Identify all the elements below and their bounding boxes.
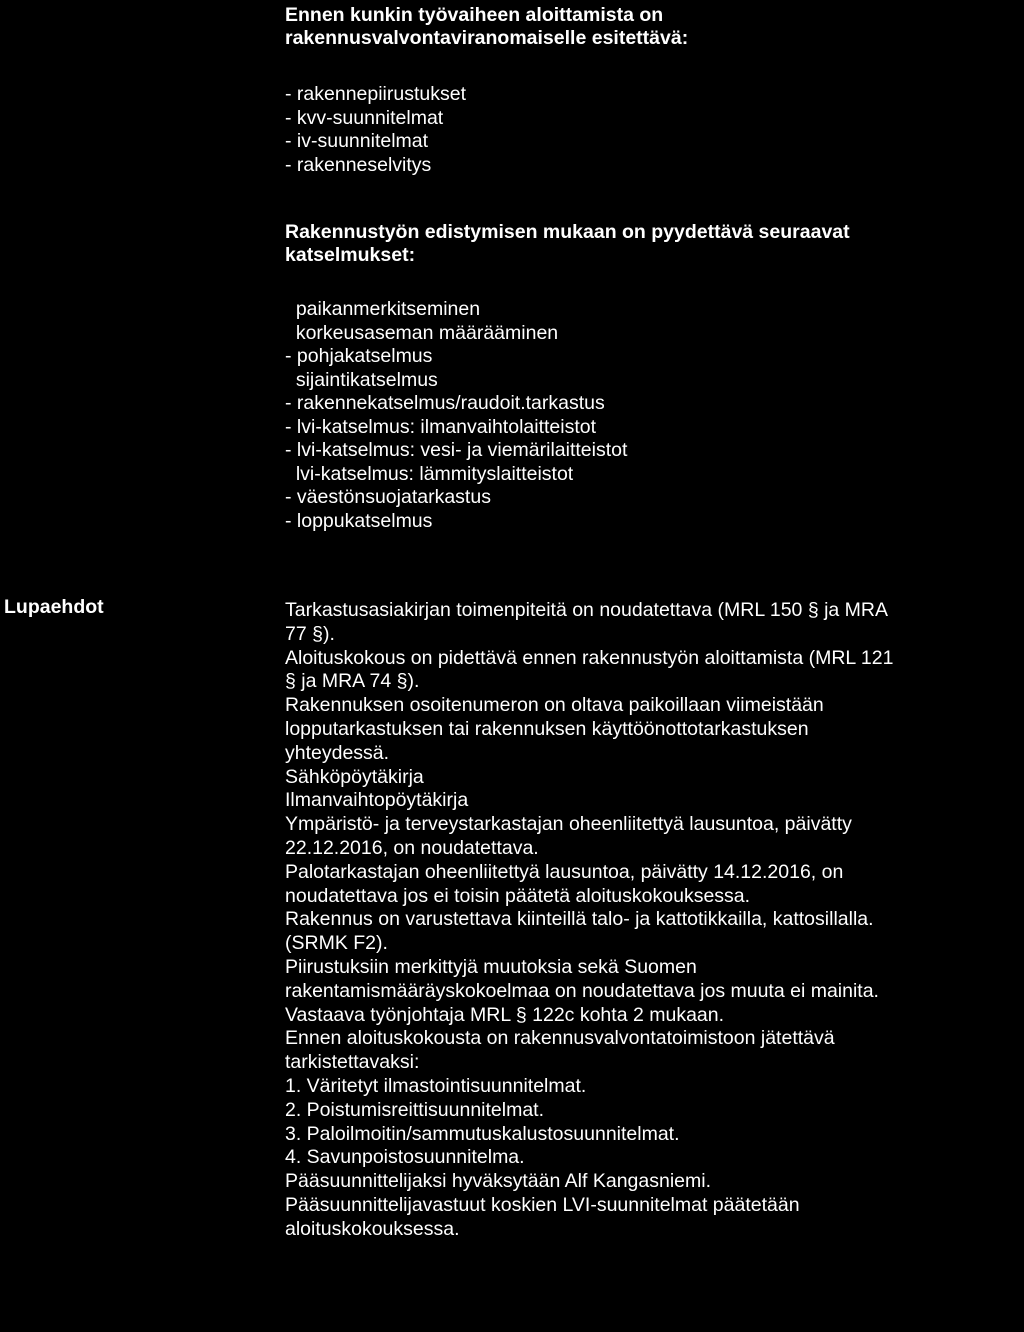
- condition-line: Piirustuksiin merkittyjä muutoksia sekä Suomen: [285, 955, 697, 978]
- condition-line: Rakennus on varustettava kiinteillä talo- ja kattotikkailla, kattosillalla.: [285, 908, 874, 931]
- condition-line: 4. Savunpoistosuunnitelma.: [285, 1146, 525, 1169]
- condition-line: rakentamismääräyskokoelmaa on noudatettava jos muuta ei mainita.: [285, 979, 879, 1002]
- condition-line: § ja MRA 74 §).: [285, 670, 420, 693]
- condition-line: lopputarkastuksen tai rakennuksen käyttöönottotarkastuksen: [285, 717, 809, 740]
- condition-line: 1. Väritetyt ilmastointisuunnitelmat.: [285, 1074, 587, 1097]
- condition-line: Rakennuksen osoitenumeron on oltava paikoillaan viimeistään: [285, 694, 824, 717]
- condition-line: Ympäristö- ja terveystarkastajan oheenliitettyä lausuntoa, päivätty: [285, 813, 852, 836]
- pre-work-list: [285, 83, 1020, 177]
- list-item: - rakennekatselmus/raudoit.tarkastus: [285, 392, 605, 414]
- list-item: - lvi-katselmus: vesi- ja viemärilaitteistot: [285, 439, 628, 461]
- condition-line: Tarkastusasiakirjan toimenpiteitä on noudatettava (MRL 150 § ja MRA: [285, 599, 889, 621]
- condition-line: tarkistettavaksi:: [285, 1051, 420, 1074]
- list-item: - lvi-katselmus: ilmanvaihtolaitteistot: [285, 415, 597, 438]
- pre-work-heading-line: Ennen kunkin työvaiheen aloittamista on: [285, 4, 664, 26]
- condition-line: Sähköpöytäkirja: [285, 765, 424, 788]
- condition-line: aloituskokouksessa.: [285, 1217, 460, 1240]
- list-item: - loppukatselmus: [285, 509, 433, 532]
- condition-line: Pääsuunnittelijaksi hyväksytään Alf Kangasniemi.: [285, 1170, 711, 1193]
- condition-line: yhteydessä.: [285, 741, 390, 764]
- condition-line: Ennen aloituskokousta on rakennusvalvontatoimistoon jätettävä: [285, 1027, 835, 1050]
- list-item: korkeusaseman määrääminen: [285, 321, 559, 344]
- inspections-heading-line: katselmukset:: [285, 244, 416, 266]
- condition-line: Palotarkastajan oheenliitettyä lausuntoa, päivätty 14.12.2016, on: [285, 860, 844, 883]
- permit-conditions-label: Lupaehdot: [4, 596, 104, 618]
- list-item: - iv-suunnitelmat: [285, 130, 429, 152]
- condition-line: (SRMK F2).: [285, 932, 388, 955]
- condition-line: 3. Paloilmoitin/sammutuskalustosuunnitelmat.: [285, 1122, 680, 1145]
- condition-line: 77 §).: [285, 622, 335, 645]
- list-item: - väestönsuojatarkastus: [285, 486, 491, 508]
- list-item: - rakenneselvitys: [285, 153, 432, 176]
- condition-line: noudatettava jos ei toisin päätetä aloituskokouksessa.: [285, 884, 751, 907]
- condition-line: Ilmanvaihtopöytäkirja: [285, 789, 469, 812]
- list-item: - pohjakatselmus: [285, 345, 433, 367]
- permit-conditions-text: [285, 599, 1020, 1242]
- pre-work-section: [285, 4, 1020, 177]
- condition-line: Pääsuunnittelijavastuut koskien LVI-suunnitelmat päätetään: [285, 1193, 800, 1216]
- inspections-heading-line: Rakennustyön edistymisen mukaan on pyydettävä seuraavat: [285, 221, 850, 243]
- condition-line: 2. Poistumisreittisuunnitelmat.: [285, 1098, 545, 1121]
- list-item: - rakennepiirustukset: [285, 83, 467, 105]
- list-item: lvi-katselmus: lämmityslaitteistot: [285, 462, 574, 485]
- inspections-list: [285, 298, 1020, 533]
- condition-line: Vastaava työnjohtaja MRL § 122c kohta 2 mukaan.: [285, 1003, 725, 1026]
- list-item: sijaintikatselmus: [285, 368, 438, 391]
- list-item: paikanmerkitseminen: [285, 298, 481, 320]
- inspections-heading: [285, 221, 1020, 267]
- condition-line: 22.12.2016, on noudatettava.: [285, 836, 539, 859]
- pre-work-heading-line: rakennusvalvontaviranomaiselle esitettävä:: [285, 27, 689, 49]
- list-item: - kvv-suunnitelmat: [285, 106, 444, 129]
- pre-work-heading: [285, 4, 1020, 50]
- condition-line: Aloituskokous on pidettävä ennen rakennustyön aloittamista (MRL 121: [285, 646, 894, 669]
- inspections-section: [285, 221, 1020, 533]
